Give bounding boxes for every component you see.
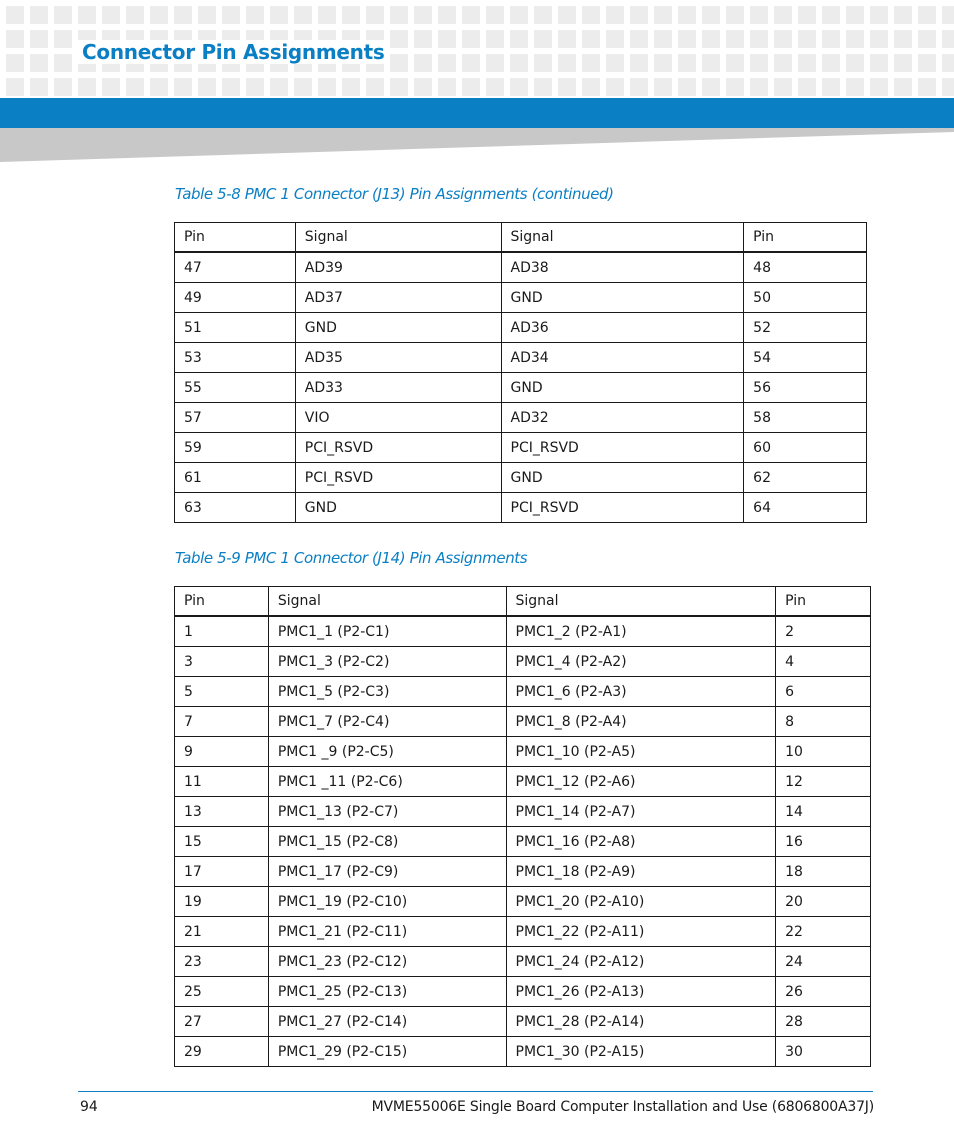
table-cell: AD38	[501, 252, 744, 283]
table-cell: PMC1_28 (P2-A14)	[506, 1007, 776, 1037]
column-header: Pin	[175, 587, 269, 617]
table-cell: 12	[776, 767, 871, 797]
pin-table-j14	[174, 586, 871, 1067]
header-band	[0, 98, 954, 128]
table-cell: PMC1_21 (P2-C11)	[268, 917, 506, 947]
table-cell: 27	[175, 1007, 269, 1037]
page-title: Connector Pin Assignments	[78, 40, 388, 64]
table-cell: 51	[175, 313, 296, 343]
table-cell: PMC1_22 (P2-A11)	[506, 917, 776, 947]
table-cell: GND	[501, 283, 744, 313]
table-row	[175, 1007, 871, 1037]
table-cell: 61	[175, 463, 296, 493]
table-row	[175, 403, 867, 433]
table-cell: 62	[744, 463, 867, 493]
table-cell: PMC1_5 (P2-C3)	[268, 677, 506, 707]
table-cell: AD36	[501, 313, 744, 343]
table-cell: 16	[776, 827, 871, 857]
column-header: Pin	[776, 587, 871, 617]
table-row	[175, 767, 871, 797]
table-row	[175, 857, 871, 887]
table-row	[175, 252, 867, 283]
table-cell: 50	[744, 283, 867, 313]
table-cell: PMC1_25 (P2-C13)	[268, 977, 506, 1007]
table-row	[175, 977, 871, 1007]
table-cell: 59	[175, 433, 296, 463]
table-row	[175, 616, 871, 647]
table-row	[175, 917, 871, 947]
header-wedge	[0, 128, 954, 162]
table-cell: PCI_RSVD	[501, 493, 744, 523]
table-cell: PMC1_30 (P2-A15)	[506, 1037, 776, 1067]
table1-caption: Table 5-8 PMC 1 Connector (J13) Pin Assignments (continued)	[175, 185, 614, 203]
table-cell: 9	[175, 737, 269, 767]
table-cell: VIO	[295, 403, 501, 433]
table-cell: 4	[776, 647, 871, 677]
table-cell: 18	[776, 857, 871, 887]
table-row	[175, 463, 867, 493]
table-cell: PMC1_8 (P2-A4)	[506, 707, 776, 737]
table-cell: 22	[776, 917, 871, 947]
table-cell: 19	[175, 887, 269, 917]
pin-table-j13	[174, 222, 867, 523]
table-cell: AD33	[295, 373, 501, 403]
table-cell: 25	[175, 977, 269, 1007]
table-cell: 5	[175, 677, 269, 707]
table-cell: PMC1_13 (P2-C7)	[268, 797, 506, 827]
table-row	[175, 737, 871, 767]
table-cell: 30	[776, 1037, 871, 1067]
table-cell: PMC1_6 (P2-A3)	[506, 677, 776, 707]
table-cell: PMC1_26 (P2-A13)	[506, 977, 776, 1007]
table-cell: 57	[175, 403, 296, 433]
table-cell: 14	[776, 797, 871, 827]
table-cell: PMC1_12 (P2-A6)	[506, 767, 776, 797]
column-header: Signal	[295, 223, 501, 253]
column-header: Signal	[268, 587, 506, 617]
table-cell: PMC1_17 (P2-C9)	[268, 857, 506, 887]
table-cell: 23	[175, 947, 269, 977]
table-cell: PMC1_23 (P2-C12)	[268, 947, 506, 977]
table-cell: PMC1_27 (P2-C14)	[268, 1007, 506, 1037]
table-cell: 64	[744, 493, 867, 523]
table-cell: PMC1_10 (P2-A5)	[506, 737, 776, 767]
column-header: Pin	[744, 223, 867, 253]
table-row	[175, 313, 867, 343]
table-row	[175, 493, 867, 523]
table-cell: PMC1_14 (P2-A7)	[506, 797, 776, 827]
table-cell: PMC1_19 (P2-C10)	[268, 887, 506, 917]
table-row	[175, 887, 871, 917]
table-cell: 2	[776, 616, 871, 647]
table-cell: PMC1_16 (P2-A8)	[506, 827, 776, 857]
table-cell: PMC1_18 (P2-A9)	[506, 857, 776, 887]
table-cell: AD34	[501, 343, 744, 373]
table-row	[175, 647, 871, 677]
table-cell: PMC1_3 (P2-C2)	[268, 647, 506, 677]
table-row	[175, 827, 871, 857]
column-header: Signal	[501, 223, 744, 253]
table-cell: 55	[175, 373, 296, 403]
table-cell: 10	[776, 737, 871, 767]
document-title: MVME55006E Single Board Computer Installation and Use (6806800A37J)	[371, 1099, 874, 1115]
table-cell: GND	[295, 493, 501, 523]
table-row	[175, 947, 871, 977]
table-cell: 8	[776, 707, 871, 737]
table-cell: PMC1 _11 (P2-C6)	[268, 767, 506, 797]
table-cell: PCI_RSVD	[501, 433, 744, 463]
table-cell: 6	[776, 677, 871, 707]
table-cell: 26	[776, 977, 871, 1007]
table-cell: 28	[776, 1007, 871, 1037]
table-cell: PMC1_20 (P2-A10)	[506, 887, 776, 917]
table-cell: PMC1 _9 (P2-C5)	[268, 737, 506, 767]
table-cell: 20	[776, 887, 871, 917]
table-cell: 24	[776, 947, 871, 977]
table-cell: 60	[744, 433, 867, 463]
table-cell: 15	[175, 827, 269, 857]
table-cell: 63	[175, 493, 296, 523]
table2-caption: Table 5-9 PMC 1 Connector (J14) Pin Assignments	[175, 549, 528, 567]
table-row	[175, 373, 867, 403]
table-row	[175, 677, 871, 707]
table-cell: 29	[175, 1037, 269, 1067]
table-cell: GND	[501, 463, 744, 493]
table-cell: AD39	[295, 252, 501, 283]
footer-rule	[78, 1091, 873, 1092]
table-cell: PMC1_24 (P2-A12)	[506, 947, 776, 977]
table-cell: GND	[295, 313, 501, 343]
table-row	[175, 283, 867, 313]
table-cell: 58	[744, 403, 867, 433]
table-header-row	[175, 587, 871, 617]
table-cell: PMC1_2 (P2-A1)	[506, 616, 776, 647]
table-cell: AD35	[295, 343, 501, 373]
table-cell: 13	[175, 797, 269, 827]
table-cell: PMC1_4 (P2-A2)	[506, 647, 776, 677]
table-cell: 53	[175, 343, 296, 373]
table-cell: PCI_RSVD	[295, 433, 501, 463]
table-cell: PMC1_7 (P2-C4)	[268, 707, 506, 737]
table-cell: AD32	[501, 403, 744, 433]
table-cell: 54	[744, 343, 867, 373]
table-cell: 48	[744, 252, 867, 283]
table-row	[175, 343, 867, 373]
column-header: Pin	[175, 223, 296, 253]
column-header: Signal	[506, 587, 776, 617]
table-cell: 47	[175, 252, 296, 283]
table-cell: 7	[175, 707, 269, 737]
table-cell: 52	[744, 313, 867, 343]
table-row	[175, 1037, 871, 1067]
table-cell: PMC1_1 (P2-C1)	[268, 616, 506, 647]
table-cell: PMC1_15 (P2-C8)	[268, 827, 506, 857]
table-cell: PMC1_29 (P2-C15)	[268, 1037, 506, 1067]
table-cell: 11	[175, 767, 269, 797]
table-cell: 1	[175, 616, 269, 647]
table-cell: 3	[175, 647, 269, 677]
table-cell: 49	[175, 283, 296, 313]
table-row	[175, 707, 871, 737]
table-cell: 56	[744, 373, 867, 403]
table-cell: GND	[501, 373, 744, 403]
table-cell: 17	[175, 857, 269, 887]
table-cell: AD37	[295, 283, 501, 313]
table-cell: PCI_RSVD	[295, 463, 501, 493]
page-number: 94	[80, 1099, 98, 1115]
table-row	[175, 797, 871, 827]
table-header-row	[175, 223, 867, 253]
table-row	[175, 433, 867, 463]
table-cell: 21	[175, 917, 269, 947]
